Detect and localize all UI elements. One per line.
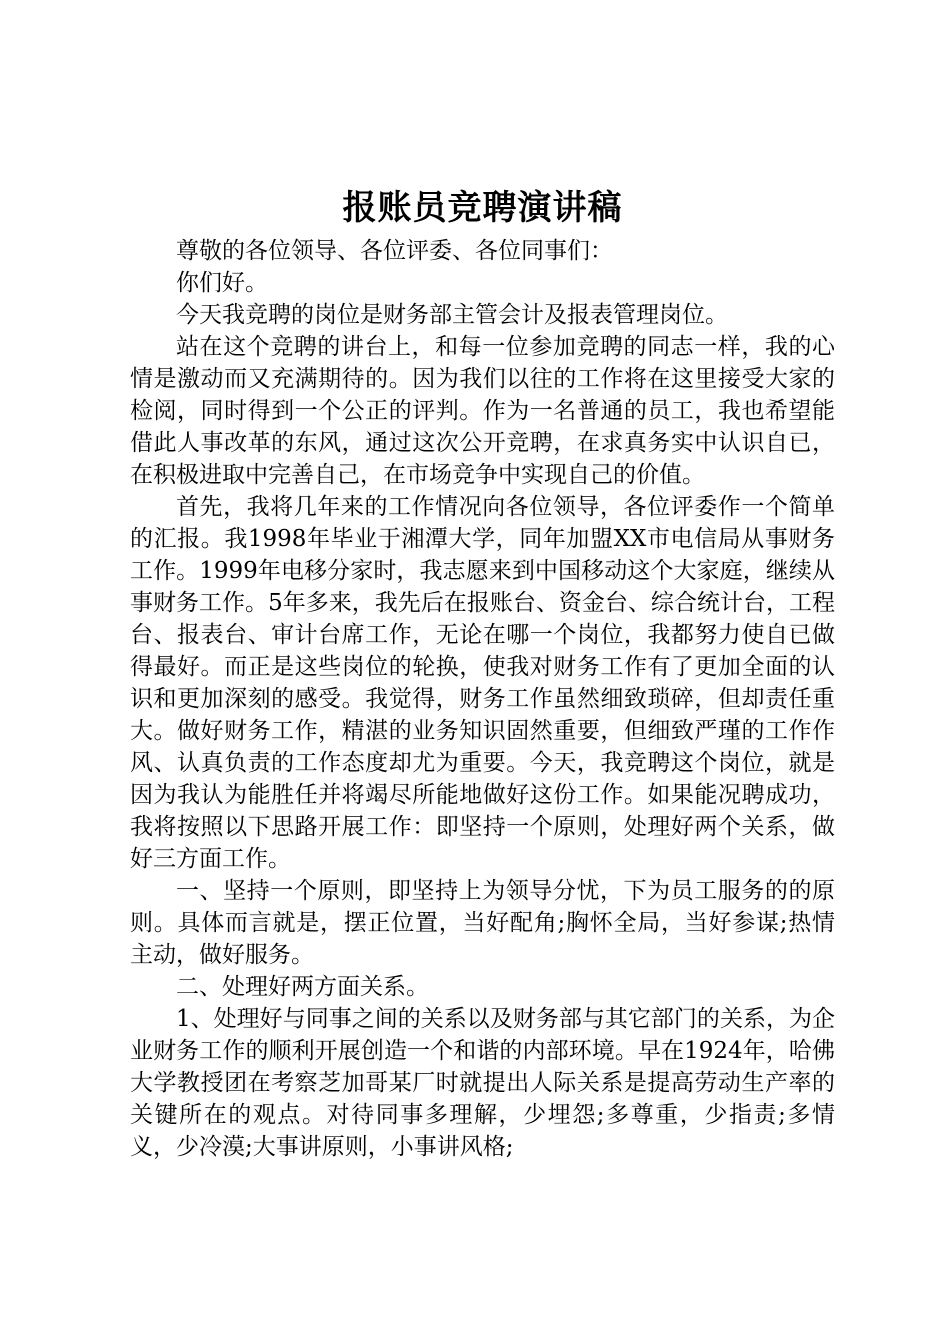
paragraph-salutation: 尊敬的各位领导、各位评委、各位同事们： [176,238,613,264]
paragraph-greeting: 你们好。 [176,270,268,296]
paragraph-relations-colleagues: 1、处理好与同事之间的关系以及财务部与其它部门的关系，为企业财务工作的顺利开展创造一个和谐的内部环境。早在1924年，哈佛大学教授团在考察芝加哥某厂时就提出人际关系是提高劳动生产率的关键所在的观点。对待同事多理解，少埋怨;多尊重，少指责;多情义，少冷漠;大事讲原则，小事讲风格; [130,1006,835,1160]
paragraph-position: 今天我竞聘的岗位是财务部主管会计及报表管理岗位。 [176,302,728,328]
document-title: 报账员竞聘演讲稿 [342,188,623,228]
paragraph-introduction: 站在这个竞聘的讲台上，和每一位参加竞聘的同志一样，我的心情是激动而又充满期待的。因为我们以往的工作将在这里接受大家的检阅，同时得到一个公正的评判。作为一名普通的员工，我也希望能借此人事改革的东风，通过这次公开竞聘，在求真务实中认识自已，在积极进取中完善自己，在市场竞争中实现自己的价值。 [130,334,835,488]
paragraph-principle: 一、坚持一个原则，即坚持上为领导分忧，下为员工服务的的原则。具体而言就是，摆正位置，当好配角;胸怀全局，当好参谋;热情主动，做好服务。 [130,878,835,968]
paragraph-relations-heading: 二、处理好两方面关系。 [176,974,429,1000]
paragraph-work-report: 首先，我将几年来的工作情况向各位领导，各位评委作一个简单的汇报。我1998年毕业于湘潭大学，同年加盟XX市电信局从事财务工作。1999年电移分家时，我志愿来到中国移动这个大家庭，继续从事财务工作。5年多来，我先后在报账台、资金台、综合统计台，工程台、报表台、审计台席工作，无论在哪一个岗位，我都努力使自已做得最好。而正是这些岗位的轮换，使我对财务工作有了更加全面的认识和更加深刻的感受。我觉得，财务工作虽然细致琐碎，但却责任重大。做好财务工作，精湛的业务知识固然重要，但细致严瑾的工作作风、认真负责的工作态度却尤为重要。今天，我竞聘这个岗位，就是因为我认为能胜任并将竭尽所能地做好这份工作。如果能况聘成功，我将按照以下思路开展工作：即坚持一个原则，处理好两个关系，做好三方面工作。 [130,494,835,872]
document-page [130,183,835,1163]
